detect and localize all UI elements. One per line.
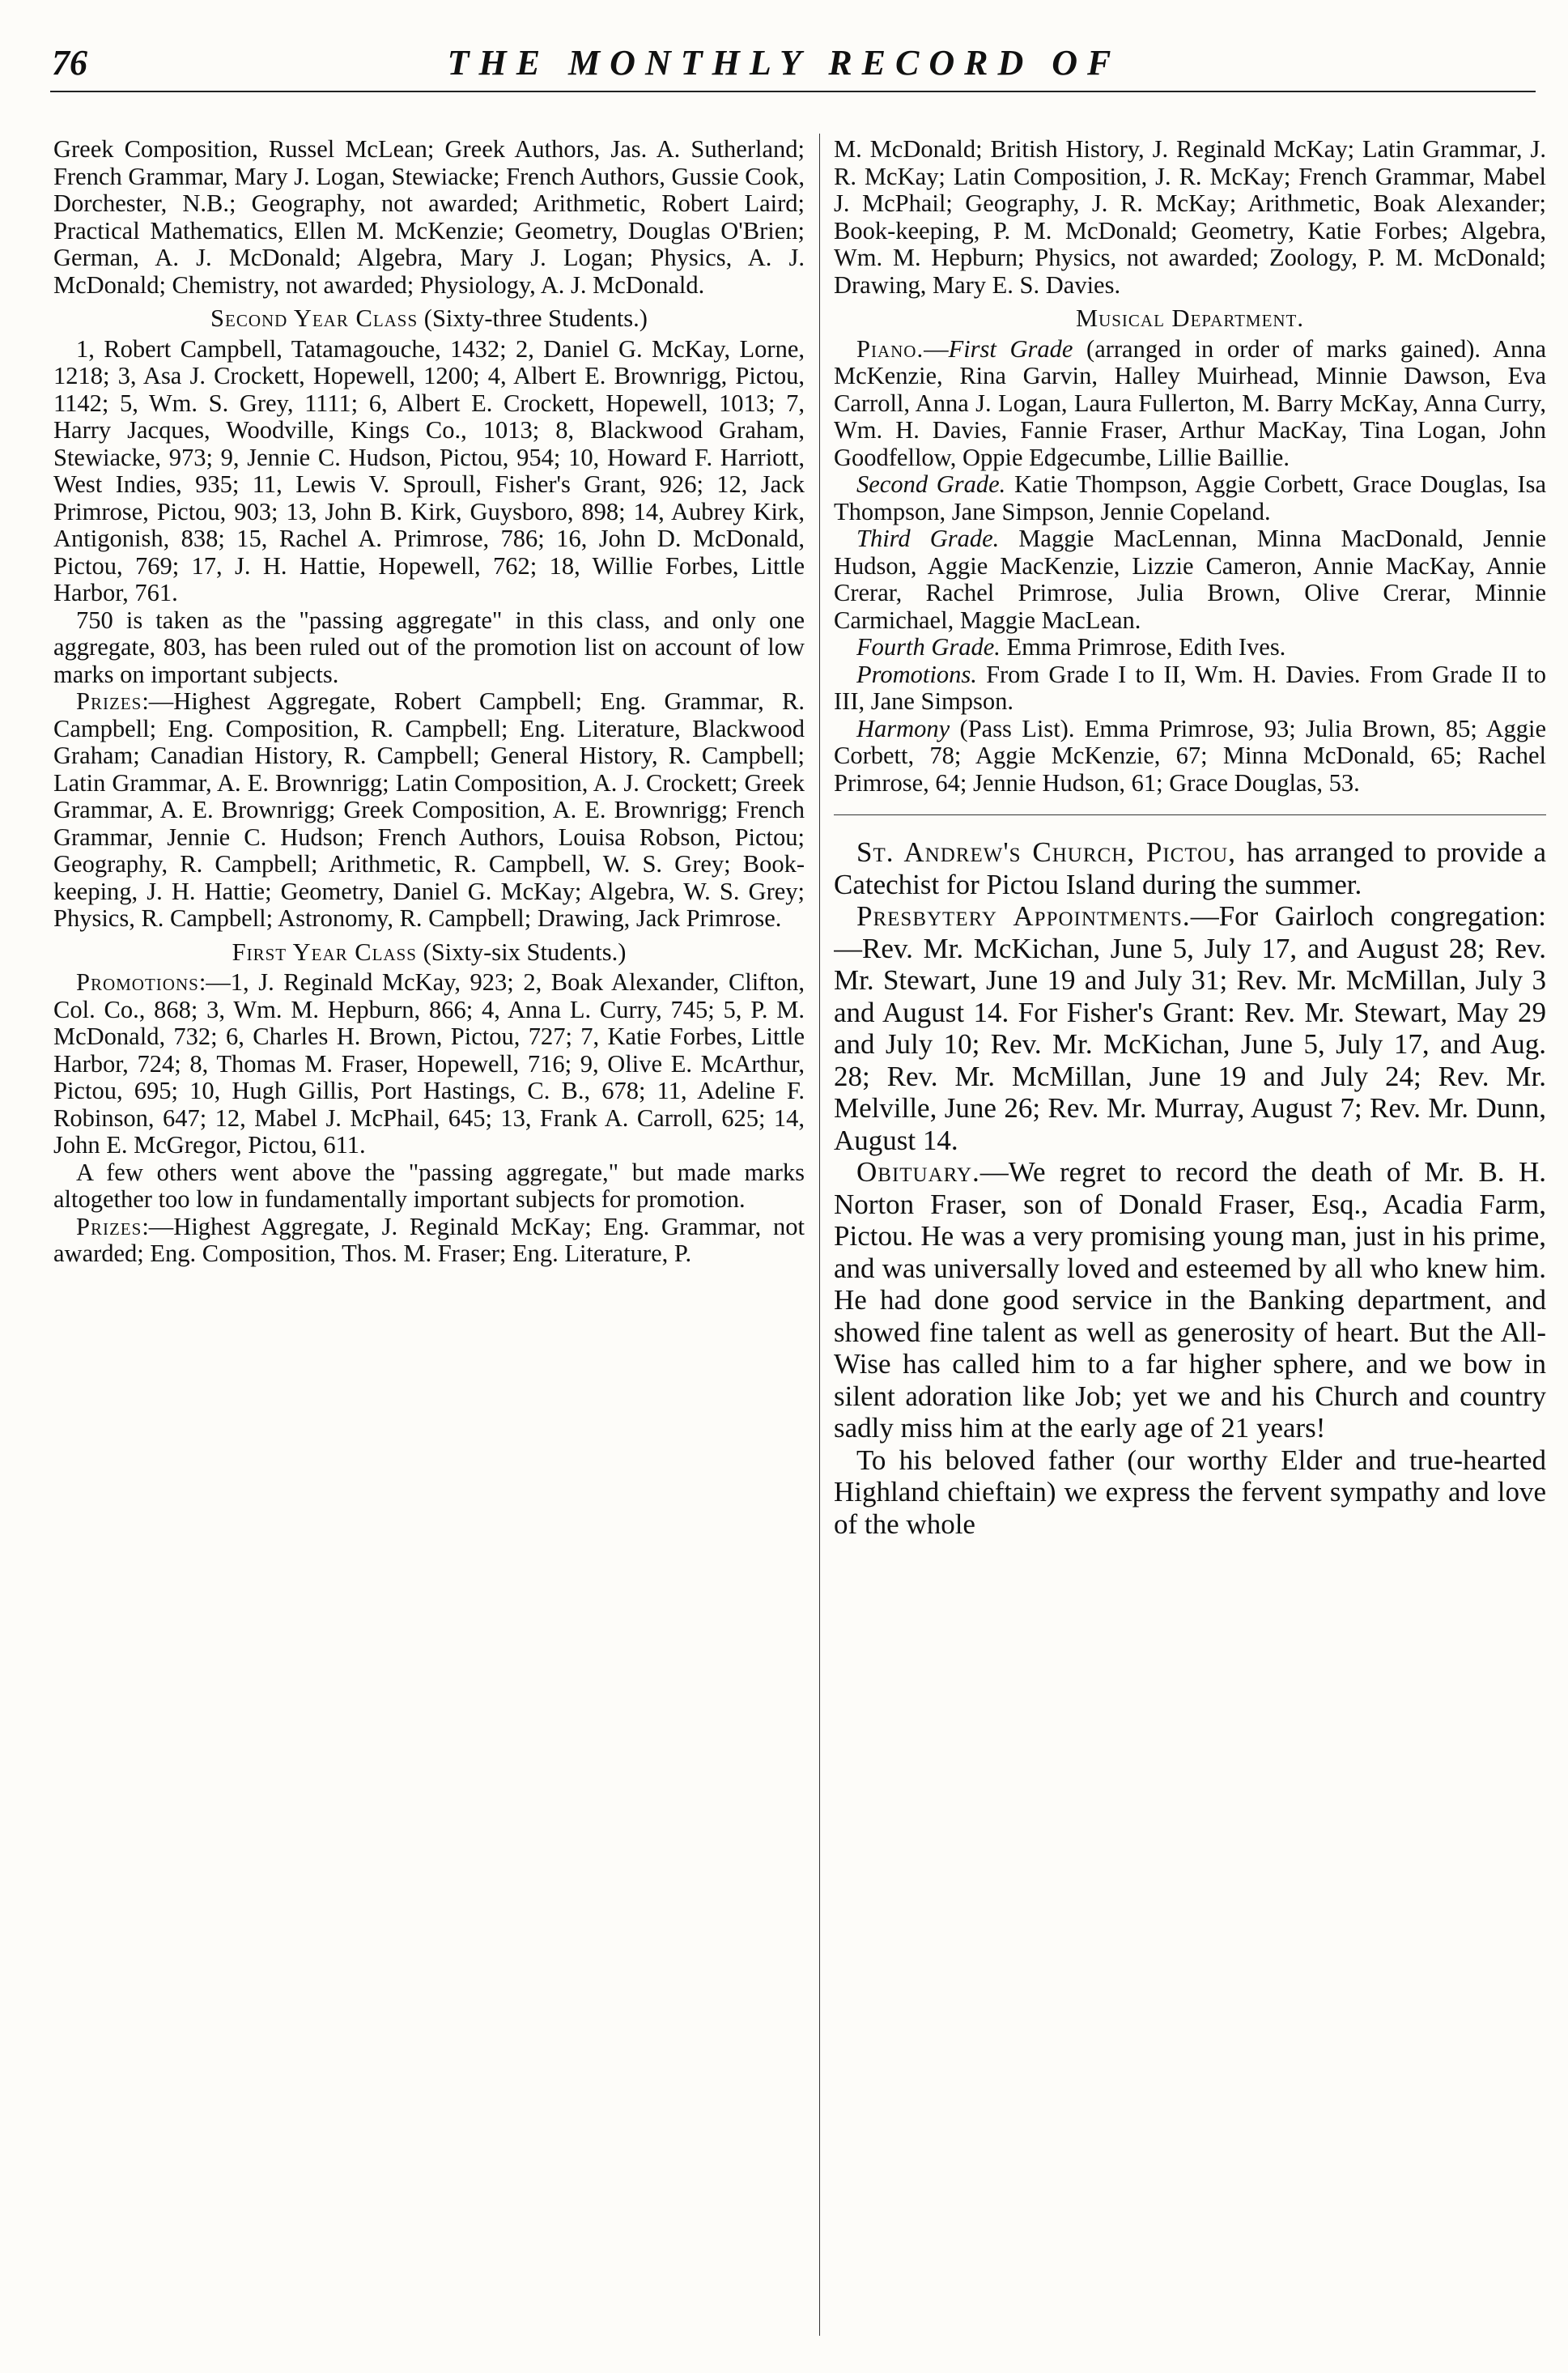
page-number: 76 — [52, 43, 87, 83]
paragraph: M. McDonald; British History, J. Reginald McKay; Latin Grammar, J. R. McKay; Latin Composition, J. R. McKay; French Grammar, Mabel J. McPhail; Geography, J. R. McKay; Arithmetic, Boak Alexander; Book-keeping, P. M. McDonald; Geometry, Katie Forbes; Algebra, Wm. M. Hepburn; Physics, not awarded; Zoology, P. M. McDonald; Drawing, Mary E. S. Davies. — [834, 136, 1546, 299]
grade-label: Third Grade. — [856, 525, 1000, 552]
section-separator — [834, 814, 1546, 815]
run-in-label: Promotions — [76, 968, 199, 996]
section-heading — [53, 939, 805, 967]
paragraph-text: Katie Thompson, Aggie Corbett, Grace Douglas, Isa Thompson, Jane Simpson, Jennie Copeland. — [834, 470, 1546, 525]
run-in-label: Prizes — [76, 687, 142, 715]
run-in-label: Piano. — [856, 334, 924, 363]
section-heading-note: (Sixty-three Students.) — [423, 304, 648, 332]
header-rule — [50, 91, 1536, 92]
grade-label: Harmony — [856, 714, 950, 742]
paragraph — [834, 525, 1546, 634]
run-in-label: St. Andrew's Church, Pictou, — [856, 836, 1236, 868]
section-heading: Musical Department. — [1075, 304, 1305, 332]
paragraph — [834, 1156, 1546, 1444]
paragraph: Greek Composition, Russel McLean; Greek Authors, Jas. A. Sutherland; French Grammar, Mary J. Logan, Stewiacke; French Authors, Gussie Cook, Dorchester, N.B.; Geography, not awarded; Arithmetic, Robert Laird; Practical Mathematics, Ellen M. McKenzie; Geometry, Douglas O'Brien; German, A. J. McDonald; Algebra, Mary J. Logan; Physics, A. J. McDonald; Chemistry, not awarded; Physiology, A. J. McDonald. — [53, 136, 805, 299]
paragraph-text: —For Gairloch congregation:—Rev. Mr. McKichan, June 5, July 17, and August 28; Rev. Mr. Stewart, June 19 and July 31; Rev. Mr. McMillan, July 3 and August 14. For Fisher's Grant: Rev. Mr. Stewart, May 29 and July 10; Rev. Mr. McKichan, June 5, July 17, and Aug. 28; Rev. Mr. McMillan, June 19 and July 24; Rev. Mr. Melville, June 26; Rev. Mr. Murray, August 7; Rev. Mr. Dunn, August 14. — [834, 900, 1546, 1156]
grade-label: First Grade — [948, 334, 1073, 363]
paragraph-text: (Pass List). Emma Primrose, 93; Julia Brown, 85; Aggie Corbett, 78; Aggie McKenzie, 67; Minna McDonald, 65; Rachel Primrose, 64; Jennie Hudson, 61; Grace Douglas, 53. — [834, 714, 1546, 797]
left-column — [53, 136, 805, 2338]
paragraph: Piano.—First Grade (arranged in order of marks gained). Anna McKenzie, Rina Garvin, Halley Muirhead, Minnie Dawson, Eva Carroll, Anna J. Logan, Laura Fullerton, M. Barry McKay, Anna Curry, Wm. H. Davies, Fannie Fraser, Arthur MacKay, Tina Logan, John Goodfellow, Oppie Edgecumbe, Lillie Baillie. — [834, 334, 1546, 471]
paragraph-text: —We regret to record the death of Mr. B. H. Norton Fraser, son of Donald Fraser, Esq., Acadia Farm, Pictou. He was a very promising young man, just in his prime, and was universally loved and esteemed by all who knew him. He had done good service in the Banking department, and showed fine talent as well as generosity of heart. But the All-Wise has called him to a far higher sphere, and we bow in silent adoration like Job; yet we and his Church and country sadly miss him at the early age of 21 years! — [834, 1156, 1546, 1444]
news-notes — [834, 836, 1546, 1540]
grade-label: Second Grade. — [856, 470, 1006, 498]
running-title: THE MONTHLY RECORD OF — [447, 43, 1121, 83]
paragraph: To his beloved father (our worthy Elder and true-hearted Highland chieftain) we express the fervent sympathy and love of the whole — [834, 1444, 1546, 1540]
paragraph — [53, 688, 805, 933]
paragraph-text: (arranged in order of marks gained). Anna McKenzie, Rina Garvin, Halley Muirhead, Minnie Dawson, Eva Carroll, Anna J. Logan, Laura Fullerton, M. Barry McKay, Anna Curry, Wm. H. Davies, Fannie Fraser, Arthur MacKay, Tina Logan, John Goodfellow, Oppie Edgecumbe, Lillie Baillie. — [834, 334, 1546, 471]
paragraph-text: :—Highest Aggregate, Robert Campbell; Eng. Grammar, R. Campbell; Eng. Composition, R. Campbell; Eng. Literature, Blackwood Graham; Canadian History, R. Campbell; General History, R. Campbell; Latin Grammar, A. E. Brownrigg; Latin Composition, A. J. Crockett; Greek Grammar, A. E. Brownrigg; Greek Composition, A. E. Brownrigg; French Grammar, Jennie C. Hudson; French Authors, Louisa Robson, Pictou; Geography, R. Campbell; Arithmetic, R. Campbell, W. S. Grey; Book-keeping, J. H. Hattie; Geometry, Daniel G. McKay; Algebra, W. S. Grey; Physics, R. Campbell; Astronomy, R. Campbell; Drawing, Jack Primrose. — [53, 687, 805, 932]
grade-label: Fourth Grade. — [856, 633, 1001, 661]
section-heading-note: (Sixty-six Students.) — [423, 938, 627, 966]
run-in-label: Obituary. — [856, 1156, 980, 1188]
paragraph: A few others went above the "passing aggregate," but made marks altogether too low in fundamentally important subjects for promotion. — [53, 1158, 805, 1213]
paragraph — [834, 471, 1546, 525]
paragraph-text: :—1, J. Reginald McKay, 923; 2, Boak Alexander, Clifton, Col. Co., 868; 3, Wm. M. Hepburn, 866; 4, Anna L. Curry, 745; 5, P. M. McDonald, 732; 6, Charles H. Brown, Pictou, 727; 7, Katie Forbes, Little Harbor, 724; 8, Thomas M. Fraser, Hopewell, 716; 9, Olive E. McArthur, Pictou, 695; 10, Hugh Gillis, Port Hastings, C. B., 678; 11, Adeline F. Robinson, 647; 12, Mabel J. McPhail, 645; 13, Frank A. Carroll, 625; 14, John E. McGregor, Pictou, 611. — [53, 968, 805, 1159]
paragraph: 1, Robert Campbell, Tatamagouche, 1432; 2, Daniel G. McKay, Lorne, 1218; 3, Asa J. Crockett, Hopewell, 1200; 4, Albert E. Brownrigg, Pictou, 1142; 5, Wm. S. Grey, 1111; 6, Albert E. Crockett, Hopewell, 1013; 7, Harry Jacques, Woodville, Kings Co., 1013; 8, Blackwood Graham, Stewiacke, 973; 9, Jennie C. Hudson, Pictou, 954; 10, Howard F. Harriott, West Indies, 935; 11, Lewis V. Sproull, Fisher's Grant, 926; 12, Jack Primrose, Pictou, 903; 13, John B. Kirk, Guysboro, 898; 14, Aubrey Kirk, Antigonish, 838; 15, Rachel A. Primrose, 786; 16, John D. McDonald, Pictou, 769; 17, J. H. Hattie, Hopewell, 762; 18, Willie Forbes, Little Harbor, 761. — [53, 334, 805, 606]
run-in-label: Presbytery Appointments. — [856, 900, 1191, 932]
paragraph-text: Emma Primrose, Edith Ives. — [1006, 633, 1286, 661]
paragraph — [834, 836, 1546, 900]
paragraph: 750 is taken as the "passing aggregate" in this class, and only one aggregate, 803, has been ruled out of the promotion list on account of low marks on important subjects. — [53, 606, 805, 688]
column-divider — [819, 134, 820, 2336]
grade-label: Promotions. — [856, 660, 977, 688]
paragraph-text: :—Highest Aggregate, J. Reginald McKay; Eng. Grammar, not awarded; Eng. Composition, Thos. M. Fraser; Eng. Literature, P. — [53, 1212, 805, 1267]
paragraph — [834, 634, 1546, 661]
section-heading-title: First Year Class — [232, 938, 417, 966]
paragraph-text: Maggie MacLennan, Minna MacDonald, Jennie Hudson, Aggie MacKenzie, Lizzie Cameron, Annie MacKay, Annie Crerar, Rachel Primrose, Julia Brown, Olive Crerar, Minnie Carmichael, Maggie MacLean. — [834, 525, 1546, 634]
section-heading-title: Second Year Class — [210, 304, 419, 332]
paragraph — [53, 969, 805, 1159]
paragraph-text: has arranged to provide a Catechist for Pictou Island during the summer. — [834, 836, 1546, 900]
paragraph — [834, 900, 1546, 1156]
paragraph-text: From Grade I to II, Wm. H. Davies. From Grade II to III, Jane Simpson. — [834, 660, 1546, 715]
paragraph — [834, 716, 1546, 797]
paragraph — [53, 1214, 805, 1268]
run-in-label: Prizes — [76, 1212, 142, 1240]
paragraph — [834, 661, 1546, 716]
section-heading — [53, 305, 805, 333]
right-column — [834, 136, 1546, 2338]
